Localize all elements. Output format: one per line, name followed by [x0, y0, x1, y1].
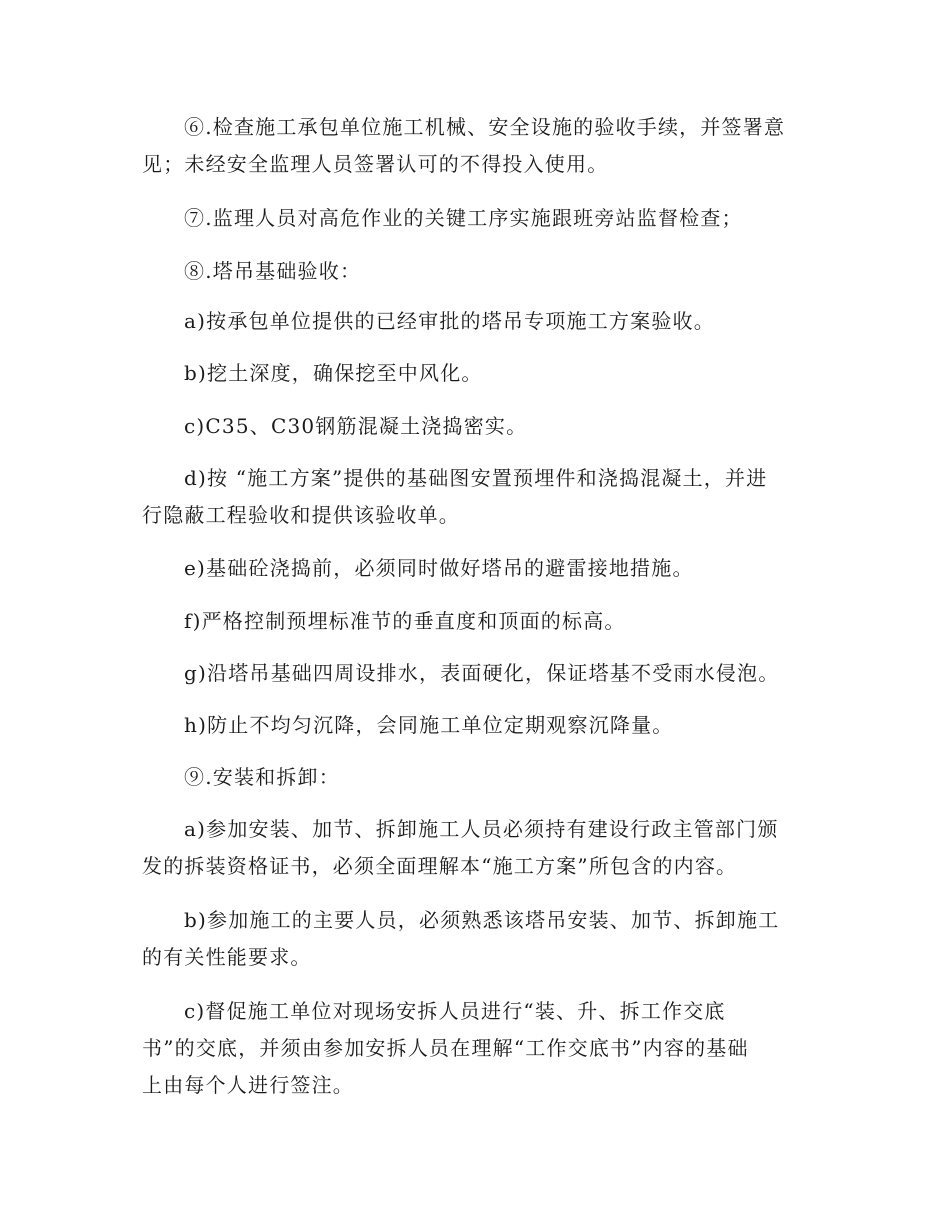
- text-line: ⑦.监理人员对高危作业的关键工序实施跟班旁站监督检查；: [184, 206, 743, 230]
- paragraph-item-8e: [142, 550, 812, 587]
- text-line: ⑧.塔吊基础验收：: [184, 259, 362, 283]
- text-line: b)参加施工的主要人员，必须熟悉该塔吊安装、加节、拆卸施工: [184, 908, 780, 932]
- paragraph-item-8a: [142, 303, 812, 340]
- paragraph-item-9c: [142, 993, 812, 1104]
- text-line: 行隐蔽工程验收和提供该验收单。: [142, 503, 460, 527]
- text-line: 的有关性能要求。: [142, 945, 312, 969]
- paragraph-item-6: [142, 109, 812, 183]
- text-line: ⑨.安装和拆卸：: [184, 765, 340, 789]
- paragraph-item-8: [142, 253, 812, 290]
- text-line: a)参加安装、加节、拆卸施工人员必须持有建设行政主管部门颁: [184, 817, 779, 841]
- text-line: e)基础砼浇捣前，必须同时做好塔吊的避雷接地措施。: [184, 556, 694, 580]
- text-line: 见；未经安全监理人员签署认可的不得投入使用。: [142, 152, 609, 176]
- paragraph-item-7: [142, 200, 812, 237]
- text-line: c)督促施工单位对现场安拆人员进行“装、升、拆工作交底: [184, 999, 726, 1023]
- text-line: c)C35、C30钢筋混凝土浇捣密实。: [184, 414, 528, 438]
- text-line: ⑥.检查施工承包单位施工机械、安全设施的验收手续，并签署意: [184, 115, 786, 139]
- text-line: 书”的交底，并须由参加安拆人员在理解“工作交底书”内容的基础: [142, 1036, 749, 1060]
- text-line: d)按 “施工方案”提供的基础图安置预埋件和浇捣混凝土，并进: [184, 466, 768, 490]
- paragraph-item-8d: [142, 460, 812, 534]
- text-line: 发的拆装资格证书，必须全面理解本“施工方案”所包含的内容。: [142, 854, 738, 878]
- paragraph-item-9a: [142, 811, 812, 885]
- paragraph-item-8f: [142, 603, 812, 640]
- text-line: 上由每个人进行签注。: [142, 1073, 354, 1097]
- paragraph-item-8g: [142, 655, 812, 692]
- text-line: a)按承包单位提供的已经审批的塔吊专项施工方案验收。: [184, 309, 715, 333]
- text-line: h)防止不均匀沉降，会同施工单位定期观察沉降量。: [184, 713, 674, 737]
- paragraph-item-8b: [142, 355, 812, 392]
- text-line: g)沿塔吊基础四周设排水，表面硬化，保证塔基不受雨水侵泡。: [184, 661, 780, 685]
- paragraph-item-9: [142, 759, 812, 796]
- text-line: f)严格控制预埋标准节的垂直度和顶面的标高。: [184, 609, 626, 633]
- paragraph-item-8h: [142, 707, 812, 744]
- text-line: b)挖土深度，确保挖至中风化。: [184, 361, 483, 385]
- paragraph-item-8c: [142, 408, 812, 445]
- paragraph-item-9b: [142, 902, 812, 976]
